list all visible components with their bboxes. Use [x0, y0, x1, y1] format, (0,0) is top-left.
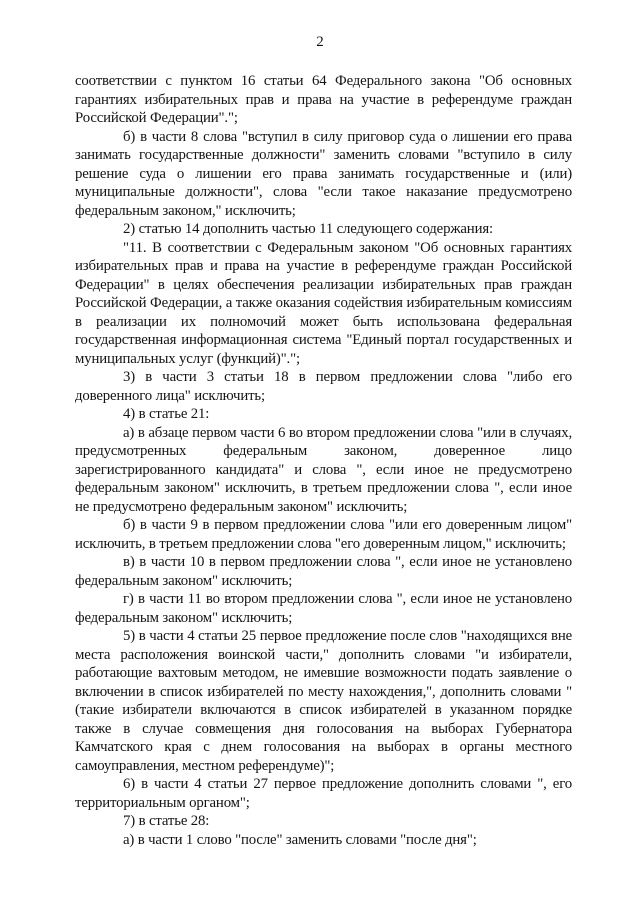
paragraph: 2) статью 14 дополнить частью 11 следующего содержания:: [123, 221, 493, 237]
paragraph: 3) в части 3 статьи 18 в первом предложении слова "либо его доверенного лица" исключить;: [75, 369, 572, 404]
paragraph: 7) в статье 28:: [123, 813, 210, 829]
paragraph: б) в части 8 слова "вступил в силу приговор суда о лишении его права занимать государственные должности" заменить словами "вступило в силу решение суда о лишении его права занимать государственные и (или) муниципальные должности", слова "если такое наказание предусмотрено федеральным законом," исключить;: [75, 128, 572, 219]
paragraph: г) в части 11 во втором предложении слова ", если иное не установлено федеральным законом" исключить;: [75, 591, 572, 626]
document-body: [75, 72, 572, 849]
paragraph: "11. В соответствии с Федеральным законом "Об основных гарантиях избирательных прав и права на участие в референдуме граждан Российской Федерации" в целях обеспечения реализации избирательных прав граждан Российской Федерации, а также оказания содействия избирательным комиссиям в реализации их полномочий может быть использована федеральная государственная информационная система "Единый портал государственных и муниципальных услуг (функций)".";: [75, 239, 572, 367]
paragraph: 6) в части 4 статьи 27 первое предложение дополнить словами ", его территориальным органом";: [75, 776, 572, 811]
paragraph: 4) в статье 21:: [123, 406, 210, 422]
paragraph: в) в части 10 в первом предложении слова ", если иное не установлено федеральным законом" исключить;: [75, 554, 572, 589]
page-number: 2: [316, 34, 324, 50]
paragraph: а) в части 1 слово "после" заменить словами "после дня";: [123, 831, 477, 848]
paragraph: б) в части 9 в первом предложении слова "или его доверенным лицом" исключить, в третьем предложении слова "его доверенным лицом," исключить;: [75, 517, 572, 552]
paragraph: 5) в части 4 статьи 25 первое предложение после слов "находящихся вне места расположения воинской части," дополнить словами "и избиратели, работающие вахтовым методом, не имевшие возможности подать заявление о включении в список избирателей по месту нахождения,", дополнить словами "(такие избиратели включаются в список избирателей в указанном порядке также в случае совмещения дня голосования на выборах Губернатора Камчатского края с днем голосования на выборах в органы местного самоуправления, местном референдуме)";: [75, 628, 572, 774]
paragraph: а) в абзаце первом части 6 во втором предложении слова "или в случаях, предусмотренных федеральным законом, доверенное лицо зарегистрированного кандидата" и слова ", если иное не предусмотрено федеральным законом" исключить, в третьем предложении слова ", если иное не предусмотрено федеральным законом" исключить;: [75, 424, 572, 515]
paragraph: соответствии с пунктом 16 статьи 64 Федерального закона "Об основных гарантиях избирательных прав и права на участие в референдуме граждан Российской Федерации".";: [75, 73, 572, 126]
